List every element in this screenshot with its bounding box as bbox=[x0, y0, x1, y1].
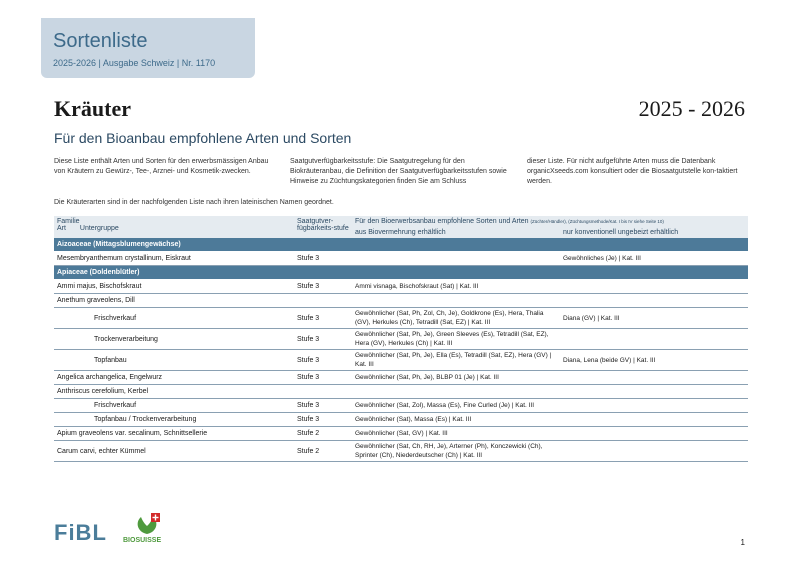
table-row bbox=[54, 252, 748, 266]
biosuisse-bud-icon bbox=[132, 512, 162, 536]
table-row bbox=[54, 294, 748, 308]
konv-cell bbox=[560, 280, 748, 294]
bio-cell: Gewöhnlicher (Sat), Massa (Es) | Kat. III bbox=[352, 413, 560, 427]
table-row bbox=[54, 399, 748, 413]
konv-cell: Gewöhnliches (Je) | Kat. III bbox=[560, 252, 748, 266]
page-subtitle: Für den Bioanbau empfohlene Arten und Sorten bbox=[54, 130, 352, 146]
header-art: Art bbox=[57, 225, 66, 232]
stufe-cell: Stufe 3 bbox=[294, 252, 352, 266]
intro-column-1: Diese Liste enthält Arten und Sorten für den erwerbsmässigen Anbau von Kräutern zu Gewürz-, Tee-, Arznei- und Kosmetik-zwecken. bbox=[54, 158, 269, 175]
stufe-cell bbox=[294, 294, 352, 308]
konv-cell: Diana (GV) | Kat. III bbox=[560, 308, 748, 329]
bio-cell bbox=[352, 294, 560, 308]
konv-cell bbox=[560, 427, 748, 441]
konv-cell bbox=[560, 385, 748, 399]
family-label: Apiaceae (Doldenblütler) bbox=[54, 266, 748, 280]
intro-column-3: dieser Liste. Für nicht aufgeführte Arten muss die Datenbank organicXseeds.com konsultiert oder die Biosaatgutstelle kon-taktiert werden. bbox=[527, 158, 738, 185]
bio-cell: Gewöhnlicher (Sat, Ph, Je), Green Sleeves (Es), Tetradill (Sat, EZ), Hera (GV), Herkules (Ch) | Kat. III bbox=[352, 329, 560, 350]
header-subtitle: 2025-2026 | Ausgabe Schweiz | Nr. 1170 bbox=[53, 58, 216, 68]
bio-cell bbox=[352, 252, 560, 266]
stufe-cell: Stufe 3 bbox=[294, 371, 352, 385]
bio-cell: Gewöhnlicher (Sat, Ph, Zol, Ch, Je), Goldkrone (Es), Hera, Thalia (GV), Herkules (Ch), Tetradill (Sat, EZ) | Kat. III bbox=[352, 308, 560, 329]
bio-cell: Gewöhnlicher (Sat, Zol), Massa (Es), Fine Curled (Je) | Kat. III bbox=[352, 399, 560, 413]
table-row bbox=[54, 308, 748, 329]
table-row bbox=[54, 427, 748, 441]
header-box bbox=[41, 18, 255, 78]
untergruppe-cell: Topfanbau bbox=[54, 350, 294, 371]
table-row bbox=[54, 280, 748, 294]
fibl-logo: FiBL bbox=[54, 520, 107, 545]
header-bio: aus Biovermehrung erhältlich bbox=[352, 227, 560, 238]
family-label: Aizoaceae (Mittagsblumengewächse) bbox=[54, 238, 748, 252]
page-title: Kräuter bbox=[54, 96, 131, 121]
page-number: 1 bbox=[740, 538, 745, 547]
table-row bbox=[54, 385, 748, 399]
header-stufe: Saatgutver-fügbarkeits-stufe bbox=[294, 216, 352, 238]
untergruppe-cell: Topfanbau / Trockenverarbeitung bbox=[54, 413, 294, 427]
art-cell: Anthriscus cerefolium, Kerbel bbox=[54, 385, 294, 399]
konv-cell bbox=[560, 413, 748, 427]
art-cell: Ammi majus, Bischofskraut bbox=[54, 280, 294, 294]
header-empfohlen-label: Für den Bioerwerbsanbau empfohlene Sorten und Arten bbox=[355, 218, 529, 225]
bio-cell: Gewöhnlicher (Sat, Ph, Je), Ella (Es), Tetradill (Sat, EZ), Hera (GV) | Kat. III bbox=[352, 350, 560, 371]
untergruppe-cell: Frischverkauf bbox=[54, 308, 294, 329]
stufe-cell: Stufe 3 bbox=[294, 350, 352, 371]
table-body bbox=[54, 238, 748, 462]
header-title: Sortenliste bbox=[53, 30, 148, 52]
art-cell: Apium graveolens var. secalinum, Schnittsellerie bbox=[54, 427, 294, 441]
konv-cell bbox=[560, 441, 748, 462]
ordering-note: Die Kräuterarten sind in der nachfolgenden Liste nach ihren lateinischen Namen geordnet. bbox=[54, 199, 334, 206]
konv-cell bbox=[560, 329, 748, 350]
bio-cell: Gewöhnlicher (Sat, Ch, RH, Je), Arterner (Ph), Konczewicki (Ch), Sprinter (Ch), Niederdeutscher (Ch) | Kat. III bbox=[352, 441, 560, 462]
bio-cell bbox=[352, 385, 560, 399]
table-row bbox=[54, 413, 748, 427]
stufe-cell: Stufe 2 bbox=[294, 441, 352, 462]
stufe-cell: Stufe 3 bbox=[294, 280, 352, 294]
konv-cell bbox=[560, 371, 748, 385]
header-konv: nur konventionell ungebeizt erhältlich bbox=[560, 227, 748, 238]
table-header-row-1 bbox=[54, 216, 748, 227]
header-familie: Familie bbox=[57, 218, 80, 225]
varieties-table bbox=[54, 216, 748, 462]
konv-cell bbox=[560, 294, 748, 308]
family-row bbox=[54, 266, 748, 280]
bio-cell: Gewöhnlicher (Sat, GV) | Kat. III bbox=[352, 427, 560, 441]
stufe-cell bbox=[294, 385, 352, 399]
table-row bbox=[54, 371, 748, 385]
stufe-cell: Stufe 3 bbox=[294, 329, 352, 350]
table-row bbox=[54, 350, 748, 371]
header-empfohlen-note: (Züchter/Händler), (Züchtungsmethode/Kat. I bis IV siehe Seite 10) bbox=[530, 219, 664, 224]
header-empfohlen bbox=[352, 216, 748, 227]
header-untergruppe: Untergruppe bbox=[79, 225, 119, 232]
konv-cell: Diana, Lena (beide GV) | Kat. III bbox=[560, 350, 748, 371]
family-row bbox=[54, 238, 748, 252]
untergruppe-cell: Trockenverarbeitung bbox=[54, 329, 294, 350]
art-cell: Carum carvi, echter Kümmel bbox=[54, 441, 294, 462]
art-cell: Mesembryanthemum crystallinum, Eiskraut bbox=[54, 252, 294, 266]
table-row bbox=[54, 329, 748, 350]
art-cell: Anethum graveolens, Dill bbox=[54, 294, 294, 308]
bio-cell: Ammi visnaga, Bischofskraut (Sat) | Kat. III bbox=[352, 280, 560, 294]
art-cell: Angelica archangelica, Engelwurz bbox=[54, 371, 294, 385]
year-range: 2025 - 2026 bbox=[638, 96, 745, 121]
bio-cell: Gewöhnlicher (Sat, Ph, Je), BLBP 01 (Je) | Kat. III bbox=[352, 371, 560, 385]
stufe-cell: Stufe 3 bbox=[294, 399, 352, 413]
header-familie-art bbox=[54, 216, 294, 238]
table-row bbox=[54, 441, 748, 462]
untergruppe-cell: Frischverkauf bbox=[54, 399, 294, 413]
stufe-cell: Stufe 3 bbox=[294, 308, 352, 329]
konv-cell bbox=[560, 399, 748, 413]
stufe-cell: Stufe 2 bbox=[294, 427, 352, 441]
intro-column-2: Saatgutverfügbarkeitsstufe: Die Saatgutregelung für den Biokräuteranbau, die Definition der Saatgutverfügbarkeitsstufen sowie Hinweise zu Züchtungskategorien finden Sie am Schluss bbox=[290, 158, 507, 185]
stufe-cell: Stufe 3 bbox=[294, 413, 352, 427]
biosuisse-logo: BIOSUISSE bbox=[123, 537, 162, 544]
